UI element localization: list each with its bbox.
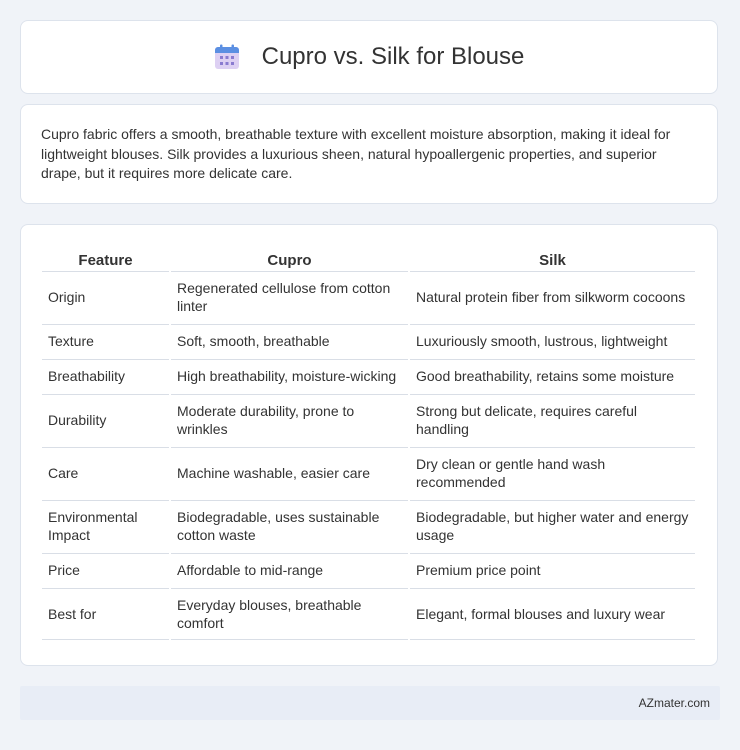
table-row (42, 553, 695, 586)
title-card (20, 20, 718, 94)
header-silk: Silk (539, 252, 566, 269)
header-feature: Feature (78, 252, 133, 269)
table-row (42, 447, 695, 498)
comparison-card (20, 224, 718, 666)
cupro-cell: Machine washable, easier care (171, 447, 408, 498)
feature-cell: Best for (42, 588, 169, 640)
silk-cell: Elegant, formal blouses and luxury wear (410, 588, 695, 640)
feature-cell: Texture (42, 324, 169, 357)
cupro-cell: Everyday blouses, breathable comfort (171, 588, 408, 640)
comparison-table (40, 245, 697, 642)
silk-cell: Premium price point (410, 553, 695, 586)
cupro-cell: Moderate durability, prone to wrinkles (171, 394, 408, 445)
page-title: Cupro vs. Silk for Blouse (261, 43, 525, 70)
feature-cell: Breathability (42, 359, 169, 392)
feature-cell: Origin (42, 271, 169, 322)
cupro-cell: Soft, smooth, breathable (171, 324, 408, 357)
intro-card (20, 104, 718, 204)
table-row (42, 394, 695, 445)
table-row (42, 500, 695, 551)
silk-cell: Dry clean or gentle hand wash recommended (410, 447, 695, 498)
cupro-cell: Affordable to mid-range (171, 553, 408, 586)
feature-cell: Durability (42, 394, 169, 445)
silk-cell: Biodegradable, but higher water and energy usage (410, 500, 695, 551)
intro-text: Cupro fabric offers a smooth, breathable texture with excellent moisture absorption, making it ideal for lightweight blouses. Silk provides a luxurious sheen, natural hypoallergenic properties, and superior drape, but it requires more delicate care. (41, 126, 671, 181)
table-row (42, 324, 695, 357)
table-row (42, 359, 695, 392)
table-header-row (42, 247, 695, 269)
header-cupro: Cupro (267, 252, 312, 269)
cupro-cell: Biodegradable, uses sustainable cotton waste (171, 500, 408, 551)
table-row (42, 271, 695, 322)
cupro-cell: High breathability, moisture-wicking (171, 359, 408, 392)
feature-cell: Environmental Impact (42, 500, 169, 551)
silk-cell: Luxuriously smooth, lustrous, lightweight (410, 324, 695, 357)
silk-cell: Good breathability, retains some moisture (410, 359, 695, 392)
silk-cell: Strong but delicate, requires careful handling (410, 394, 695, 445)
feature-cell: Price (42, 553, 169, 586)
silk-cell: Natural protein fiber from silkworm cocoons (410, 271, 695, 322)
feature-cell: Care (42, 447, 169, 498)
cupro-cell: Regenerated cellulose from cotton linter (171, 271, 408, 322)
table-row (42, 588, 695, 640)
footer-bar (20, 686, 720, 720)
calendar-icon (214, 44, 240, 70)
footer-credit[interactable]: AZmater.com (638, 696, 710, 710)
